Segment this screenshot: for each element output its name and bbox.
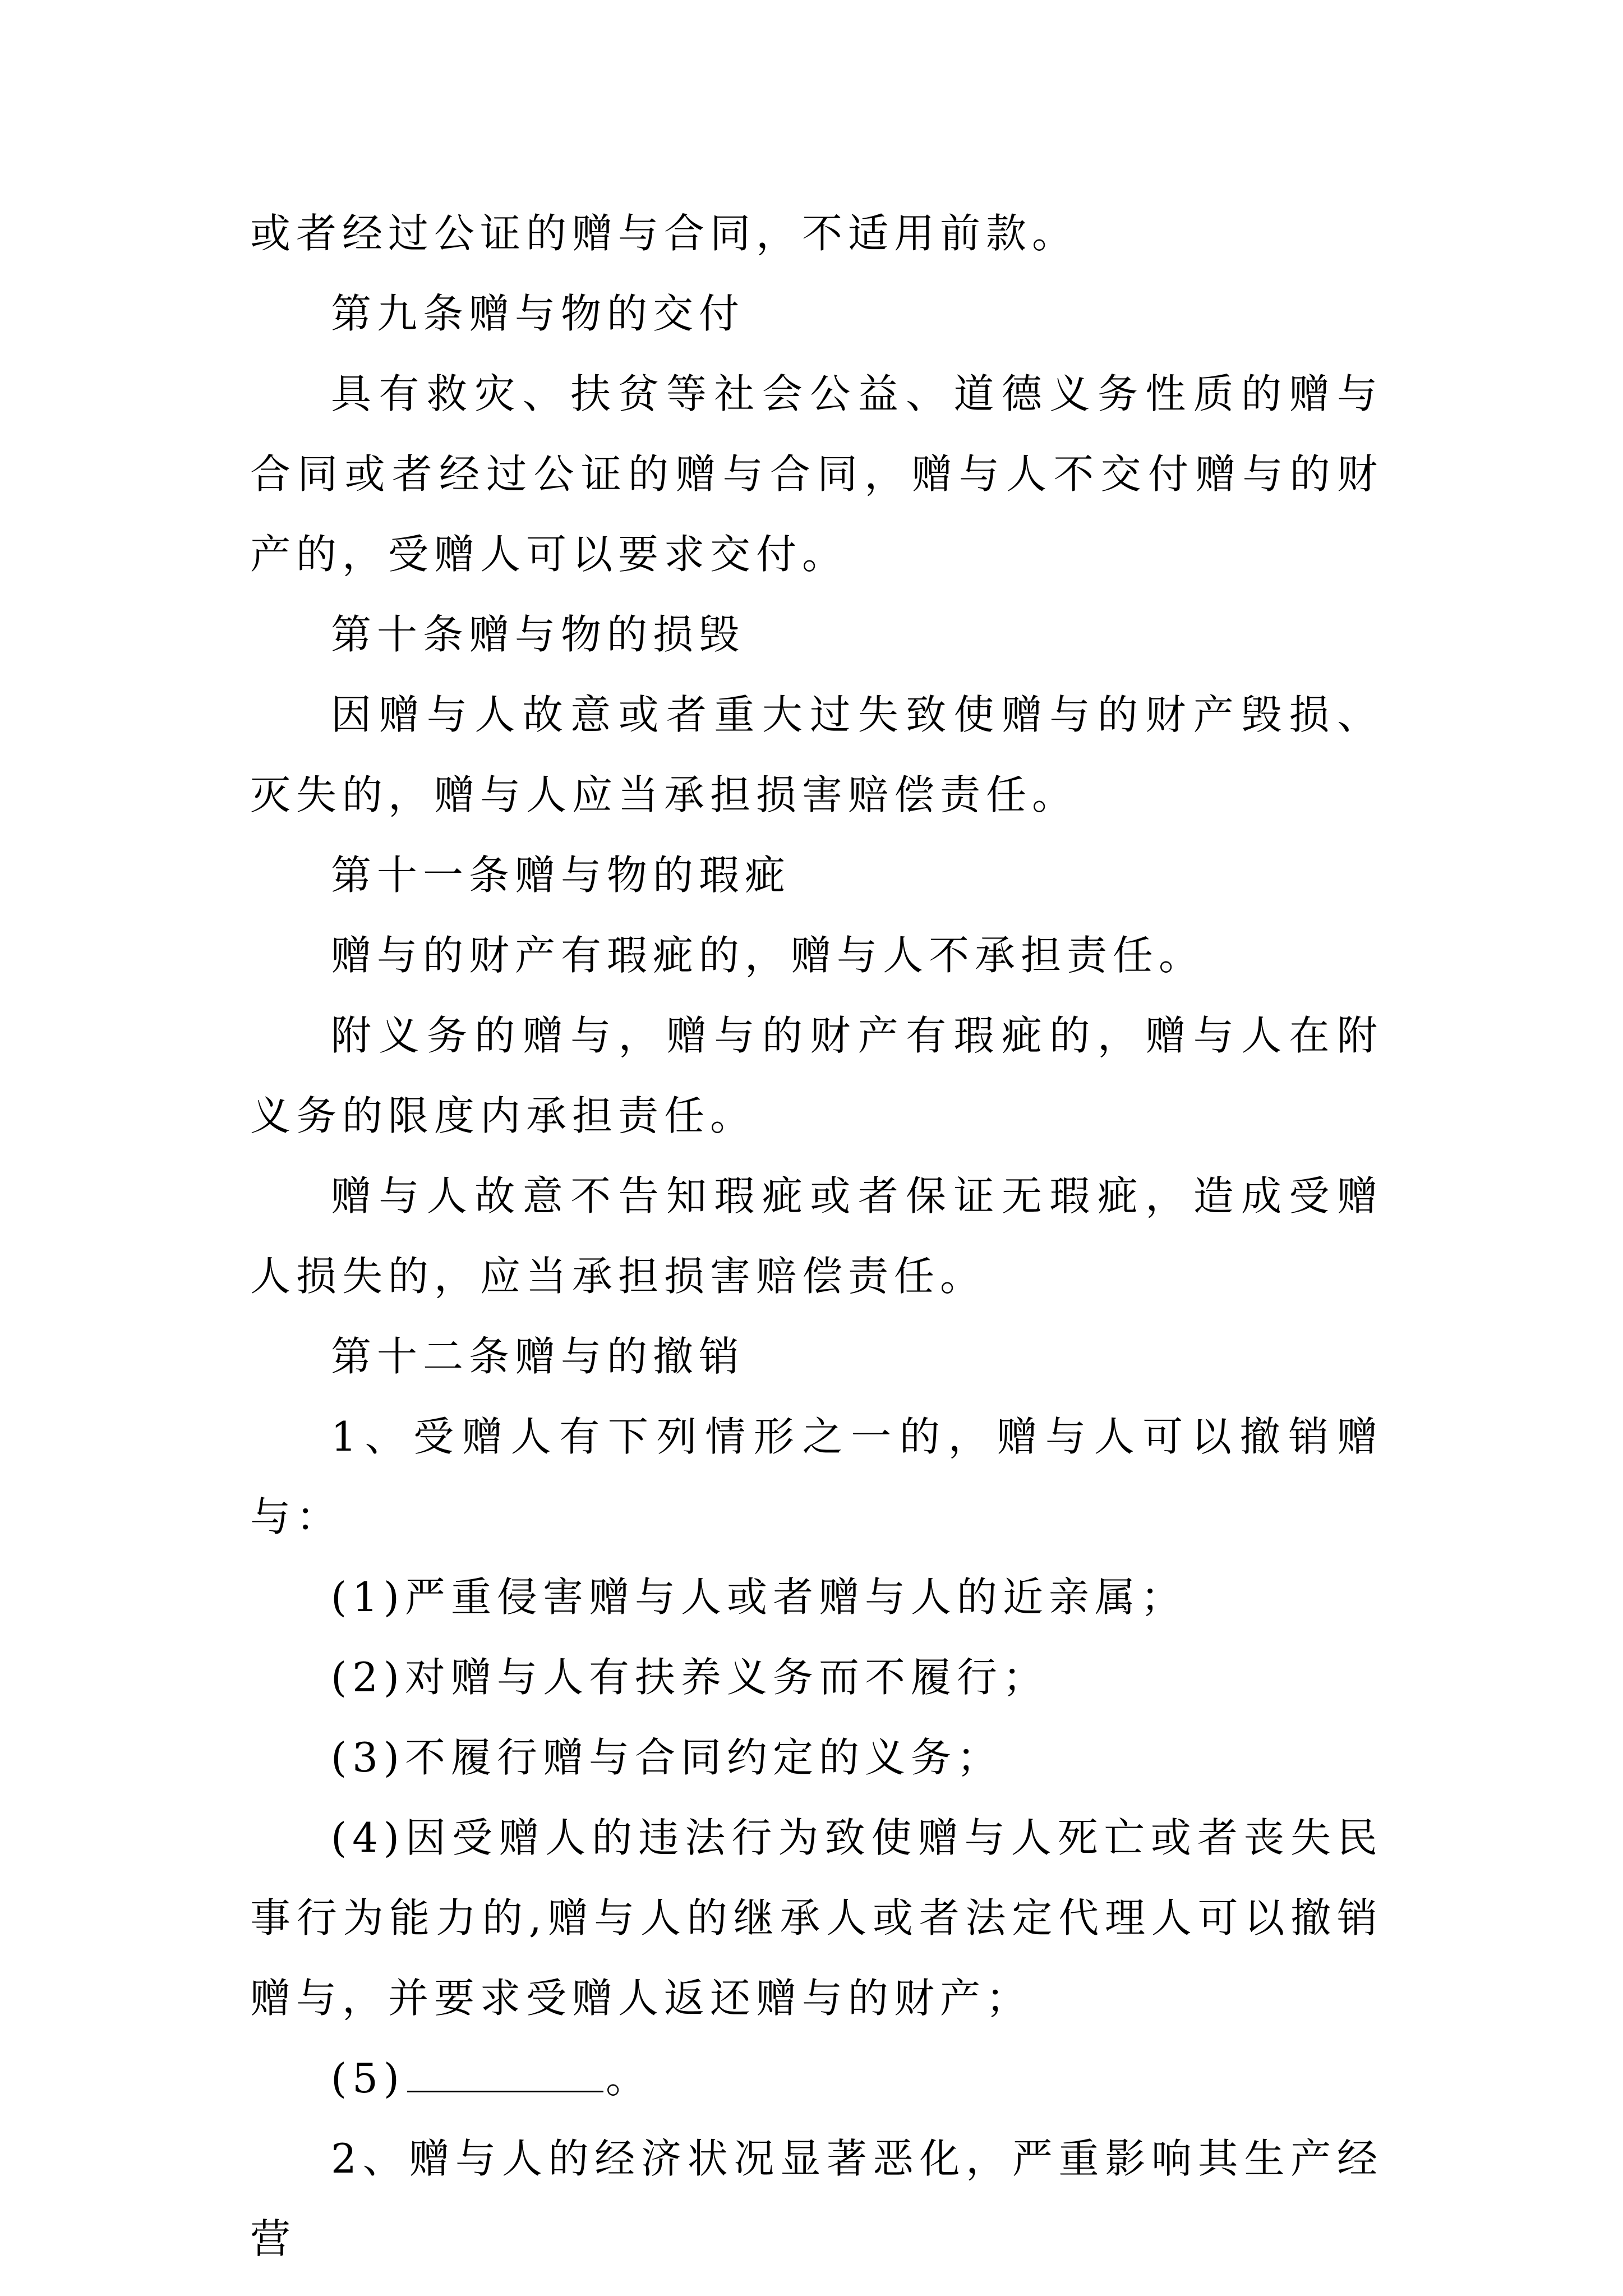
article-9-heading: 第九条赠与物的交付: [331, 290, 745, 337]
article-11-paragraph-1: 赠与的财产有瑕疵的，赠与人不承担责任。: [331, 932, 1205, 979]
article-11-heading: 第十一条赠与物的瑕疵: [331, 852, 791, 899]
article-11-paragraph-3: 赠与人故意不告知瑕疵或者保证无瑕疵，造成受赠人损失的，应当承担损害赔偿责任。: [250, 1172, 1383, 1300]
article-12-heading: 第十二条赠与的撤销: [331, 1333, 745, 1380]
article-12-clause-2: 2、赠与人的经济状况显著恶化，严重影响其生产经营: [250, 2135, 1383, 2262]
document-body: [250, 194, 1383, 2279]
article-10-heading: 第十条赠与物的损毁: [331, 611, 745, 658]
article-12-item-2: (2)对赠与人有扶养义务而不履行；: [331, 1654, 1049, 1701]
article-12-item-5: [250, 2039, 1383, 2119]
paragraph-continuation: 或者经过公证的赠与合同，不适用前款。: [250, 210, 1078, 257]
article-11-paragraph-2: 附义务的赠与，赠与的财产有瑕疵的，赠与人在附义务的限度内承担责任。: [250, 1012, 1383, 1139]
fill-in-blank-line: [407, 2057, 603, 2092]
item-5-suffix: 。: [606, 2055, 652, 2102]
article-12-item-1: (1)严重侵害赠与人或者赠与人的近亲属；: [331, 1573, 1187, 1621]
item-5-prefix: (5): [331, 2055, 405, 2102]
article-12-item-4: (4)因受赠人的违法行为致使赠与人死亡或者丧失民事行为能力的,赠与人的继承人或者法定代理人可以撤销赠与，并要求受赠人返还赠与的财产；: [250, 1814, 1383, 2022]
article-10-paragraph: 因赠与人故意或者重大过失致使赠与的财产毁损、灭失的，赠与人应当承担损害赔偿责任。: [250, 691, 1383, 818]
article-12-clause-1: 1、受赠人有下列情形之一的，赠与人可以撤销赠与：: [250, 1413, 1383, 1540]
article-9-paragraph: 具有救灾、扶贫等社会公益、道德义务性质的赠与合同或者经过公证的赠与合同，赠与人不交付赠与的财产的，受赠人可以要求交付。: [250, 370, 1383, 578]
article-12-item-3: (3)不履行赠与合同约定的义务；: [331, 1734, 1003, 1781]
